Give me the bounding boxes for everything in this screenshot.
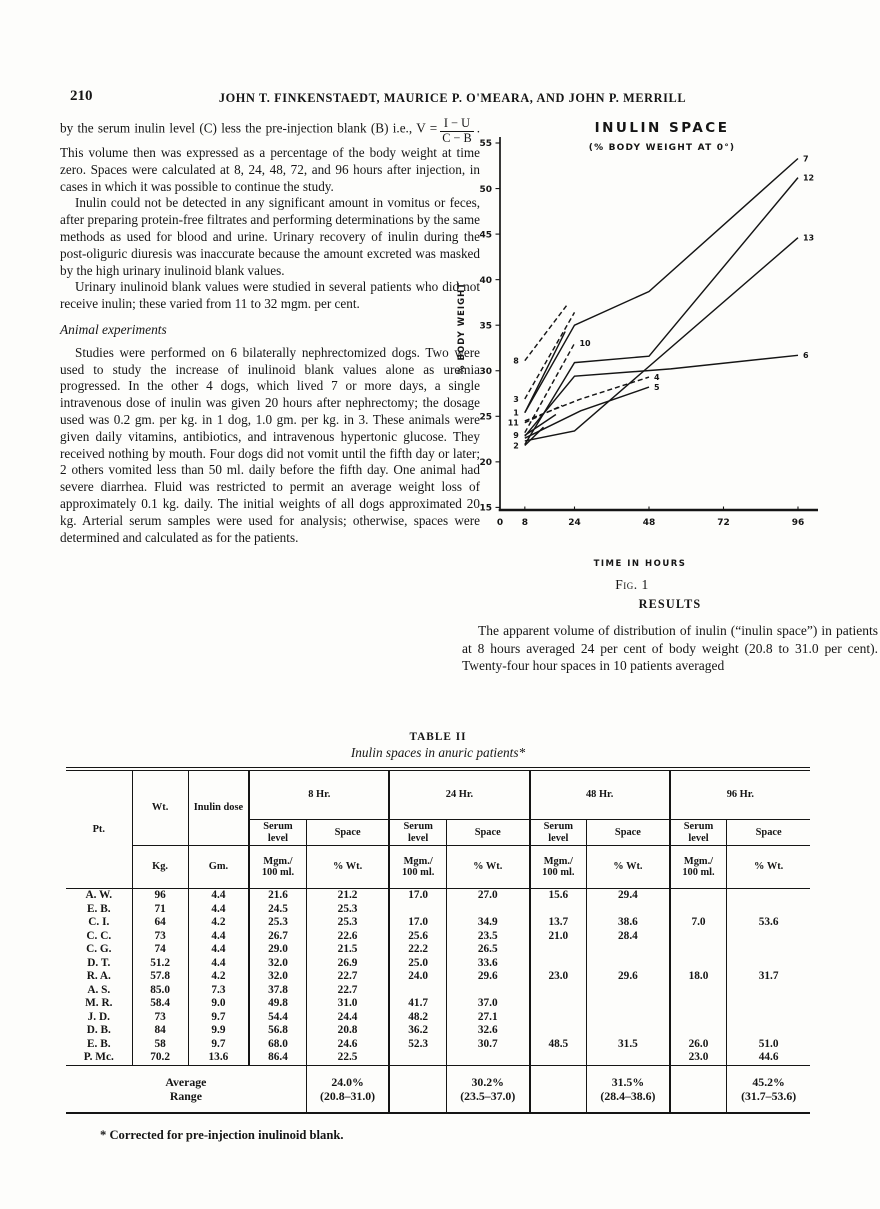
table-cell: 71	[132, 903, 188, 917]
table-cell: 25.3	[306, 916, 389, 930]
table-header-cell: Gm.	[188, 846, 249, 889]
table-cell	[530, 1011, 587, 1025]
line-label-8: 8	[513, 356, 519, 366]
table-row	[66, 970, 810, 984]
average-space-value: 31.5% (28.4–38.6)	[587, 1065, 670, 1113]
table-cell: 51.0	[727, 1038, 810, 1052]
average-range-row	[66, 1065, 810, 1113]
patient-id-cell: A. S.	[87, 983, 111, 996]
y-tick-label: 15	[479, 503, 492, 514]
table-cell: 21.2	[306, 889, 389, 903]
table-cell: 7.3	[188, 984, 249, 998]
table-header-cell: Mgm./ 100 ml.	[389, 846, 446, 889]
table-row	[66, 1038, 810, 1052]
table-caption-number: TABLE II	[409, 731, 467, 743]
table-row	[66, 916, 810, 930]
table-cell: 44.6	[727, 1051, 810, 1065]
table-cell: 21.5	[306, 943, 389, 957]
table-cell: 84	[132, 1024, 188, 1038]
results-heading: RESULTS	[638, 597, 702, 611]
table-cell: 4.4	[188, 957, 249, 971]
patient-line-6	[525, 355, 798, 436]
chart-subtitle: (% BODY WEIGHT AT 0°)	[588, 143, 736, 153]
table-cell: 32.0	[249, 957, 306, 971]
table-cell: 64	[132, 916, 188, 930]
table-cell	[727, 1011, 810, 1025]
paragraph-inulin-detection: Inulin could not be detected in any significant amount in vomitus or feces, after preparing protein-free filtrates and performing determinations by the same methods as used for blood and urine. Urinary recovery of inulin during the post-oliguric diuresis was inaccurate because the amount excreted was masked by the high urinary inulinoid blank values.	[60, 195, 480, 278]
patient-line-1	[525, 332, 565, 413]
empty-cell	[670, 1065, 727, 1113]
table-cell: 73	[132, 930, 188, 944]
table-header-cell: 48 Hr.	[530, 769, 670, 820]
table-cell: 48.2	[389, 1011, 446, 1025]
table-cell: 29.6	[587, 970, 670, 984]
table-cell	[446, 1051, 529, 1065]
table-cell	[670, 984, 727, 998]
table-header-cell: 96 Hr.	[670, 769, 810, 820]
patient-id-cell: D. T.	[87, 956, 111, 969]
patient-id-cell: P. Mc.	[83, 1051, 114, 1063]
x-tick-label: 96	[791, 518, 805, 528]
table-cell: 21.6	[249, 889, 306, 903]
table-cell: 96	[132, 889, 188, 903]
table-cell	[670, 1024, 727, 1038]
x-tick-label: 48	[642, 518, 656, 528]
table-header-cell: % Wt.	[727, 846, 810, 889]
table-cell	[530, 957, 587, 971]
table-cell	[670, 930, 727, 944]
table-cell: 54.4	[249, 1011, 306, 1025]
table-cell: 29.6	[446, 970, 529, 984]
table-cell: 22.7	[306, 984, 389, 998]
table-cell: 30.7	[446, 1038, 529, 1052]
table-cell	[727, 930, 810, 944]
table-cell: 37.8	[249, 984, 306, 998]
table-cell: 57.8	[132, 970, 188, 984]
table-cell: 58	[132, 1038, 188, 1052]
chart-title: INULIN SPACE	[594, 120, 730, 136]
average-space-value: 24.0% (20.8–31.0)	[306, 1065, 389, 1113]
table-cell: 22.7	[306, 970, 389, 984]
patient-id-cell: D. B.	[86, 1024, 111, 1036]
table-cell: 28.4	[587, 930, 670, 944]
table-header-cell: Serum level	[389, 820, 446, 846]
table-header-cell: Space	[587, 820, 670, 846]
table-cell: 86.4	[249, 1051, 306, 1065]
table-header-cell: % Wt.	[587, 846, 670, 889]
table-cell	[587, 997, 670, 1011]
table-cell: 25.6	[389, 930, 446, 944]
patient-id-cell: E. B.	[87, 1037, 111, 1050]
table-cell	[530, 997, 587, 1011]
y-tick-label: 55	[479, 139, 492, 150]
table-cell: 22.5	[306, 1051, 389, 1065]
table-header-cell: Kg.	[132, 846, 188, 889]
table-cell	[670, 1011, 727, 1025]
table-cell: 56.8	[249, 1024, 306, 1038]
table-header-cell: 8 Hr.	[249, 769, 389, 820]
y-tick-label: 45	[479, 230, 492, 241]
table-cell: 52.3	[389, 1038, 446, 1052]
table-header-cell: Space	[306, 820, 389, 846]
table-cell: 32.6	[446, 1024, 529, 1038]
table-cell	[389, 903, 446, 917]
table-cell: 24.5	[249, 903, 306, 917]
table-cell	[670, 889, 727, 903]
inulin-space-chart	[450, 110, 880, 594]
table-cell	[727, 984, 810, 998]
table-row	[66, 1024, 810, 1038]
figure-caption: Fig. 1	[615, 577, 649, 592]
table-cell: 20.8	[306, 1024, 389, 1038]
table-cell	[670, 997, 727, 1011]
table-cell: 48.5	[530, 1038, 587, 1052]
average-space-value: 30.2% (23.5–37.0)	[446, 1065, 529, 1113]
y-tick-label: 20	[479, 458, 492, 469]
table-cell: 29.0	[249, 943, 306, 957]
table-cell: 26.0	[670, 1038, 727, 1052]
table-cell: 70.2	[132, 1051, 188, 1065]
table-header-cell: Serum level	[670, 820, 727, 846]
table-cell: 68.0	[249, 1038, 306, 1052]
paragraph-methods: by the serum inulin level (C) less the pre-injection blank (B) i.e., V = $\frac{I - U}{C - B}$ . This volume then was expressed as a percentage of the body weight at time zero. Spaces were calculated at 8, 24, 48, 72, and 96 hours after injection, in cases in which it was possible to continue the study.	[60, 116, 480, 194]
table-cell: 23.5	[446, 930, 529, 944]
table-cell: 27.0	[446, 889, 529, 903]
table-cell: 13.6	[188, 1051, 249, 1065]
paragraph-animal-experiments: Studies were performed on 6 bilaterally nephrectomized dogs. Two were used to study the increase of inulinoid blank values alone as uremia progressed. In the other 4 dogs, which lived 7 or more days, a single intravenous dose of inulin was given 20 hours after nephrectomy; the dosage used was 0.2 gm. per kg. in 1 dog, 1.0 gm. per kg. in 3. These animals were given daily vitamins, antibiotics, and intravenous hypertonic glucose. They received nothing by mouth. Four dogs did not vomit until the fifth day or later; 2 others vomited less than 50 ml. daily before the fifth day. One animal had severe diarrhea. Fluid was restricted to permit an average weight loss of approximately 0.1 kg. daily. The initial weights of all dogs approximated 20 kg. Arterial serum samples were used for analysis; otherwise, spaces were determined and calculated as for the patients.	[60, 344, 480, 545]
patient-id-cell: J. D.	[87, 1010, 110, 1023]
table-cell	[530, 984, 587, 998]
table-cell: 23.0	[670, 1051, 727, 1065]
table-cell: 23.0	[530, 970, 587, 984]
table-cell: 41.7	[389, 997, 446, 1011]
table-cell	[446, 984, 529, 998]
table-header-cell: Inulin dose	[188, 769, 249, 846]
table-cell: 34.9	[446, 916, 529, 930]
table-cell	[530, 903, 587, 917]
table-cell: 17.0	[389, 889, 446, 903]
table-cell: 29.4	[587, 889, 670, 903]
table-cell: 27.1	[446, 1011, 529, 1025]
line-label-1: 1	[513, 408, 519, 418]
table-cell: 9.7	[188, 1011, 249, 1025]
table-header-cell: Wt.	[132, 769, 188, 846]
formula-numerator: I − U	[440, 117, 474, 132]
table-cell: 26.7	[249, 930, 306, 944]
table-cell: 9.0	[188, 997, 249, 1011]
table-cell: 73	[132, 1011, 188, 1025]
x-tick-label: 0	[496, 518, 504, 528]
table-cell	[530, 943, 587, 957]
average-range-label: Average Range	[66, 1065, 306, 1113]
table-cell	[530, 1051, 587, 1065]
table-cell: 25.3	[306, 903, 389, 917]
table-cell: 4.4	[188, 930, 249, 944]
table-cell: 15.6	[530, 889, 587, 903]
table-header-cell: % Wt.	[446, 846, 529, 889]
table-header-cell: Pt.	[66, 769, 132, 889]
table-cell	[587, 903, 670, 917]
table-caption-title: Inulin spaces in anuric patients*	[350, 745, 526, 760]
table-cell: 26.9	[306, 957, 389, 971]
line-label-13: 13	[802, 233, 815, 243]
table-cell	[587, 957, 670, 971]
table-header-cell: Mgm./ 100 ml.	[249, 846, 306, 889]
table-cell: 7.0	[670, 916, 727, 930]
table-cell: 4.2	[188, 916, 249, 930]
patient-id-cell: A. W.	[85, 889, 113, 901]
table-cell: 24.4	[306, 1011, 389, 1025]
table-cell	[727, 943, 810, 957]
table-header-cell: 24 Hr.	[389, 769, 529, 820]
table-cell	[727, 997, 810, 1011]
patient-line-11	[525, 405, 562, 422]
table-row	[66, 943, 810, 957]
table-header-cell: % Wt.	[306, 846, 389, 889]
table-cell: 58.4	[132, 997, 188, 1011]
table-cell: 26.5	[446, 943, 529, 957]
table-cell: 49.8	[249, 997, 306, 1011]
table-cell	[389, 1051, 446, 1065]
patient-id-cell: C. I.	[88, 916, 110, 928]
table-cell: 4.4	[188, 889, 249, 903]
running-head-authors: JOHN T. FINKENSTAEDT, MAURICE P. O'MEARA, AND JOHN P. MERRILL	[218, 91, 687, 105]
average-space-value: 45.2% (31.7–53.6)	[727, 1065, 810, 1113]
y-tick-label: 40	[479, 275, 492, 286]
table-row	[66, 930, 810, 944]
table-cell	[530, 1024, 587, 1038]
table-cell	[727, 903, 810, 917]
table-cell: 53.6	[727, 916, 810, 930]
table-row	[66, 957, 810, 971]
table-cell: 17.0	[389, 916, 446, 930]
table-row	[66, 997, 810, 1011]
patient-id-cell: C. C.	[86, 929, 112, 942]
x-axis-label: TIME IN HOURS	[593, 559, 687, 569]
patient-line-7	[525, 159, 798, 413]
x-tick-label: 8	[521, 518, 528, 528]
table-cell: 4.4	[188, 943, 249, 957]
table-header-cell: Serum level	[530, 820, 587, 846]
table-footnote: * Corrected for pre-injection inulinoid blank.	[100, 1127, 344, 1142]
table-cell: 22.2	[389, 943, 446, 957]
patient-id-cell: M. R.	[85, 997, 113, 1009]
y-tick-label: 50	[479, 184, 492, 195]
results-paragraph: The apparent volume of distribution of inulin (“inulin space”) in patients at 8 hours averaged 24 per cent of body weight (20.8 to 31.0 per cent). Twenty-four hour spaces in 10 patients averaged	[462, 623, 878, 674]
table-row	[66, 1011, 810, 1025]
table-cell: 13.7	[530, 916, 587, 930]
table-cell: 85.0	[132, 984, 188, 998]
table-cell: 37.0	[446, 997, 529, 1011]
table-cell: 24.6	[306, 1038, 389, 1052]
table-cell	[389, 984, 446, 998]
line-label-3: 3	[513, 394, 519, 404]
table-cell: 9.9	[188, 1024, 249, 1038]
results-section	[462, 597, 878, 675]
patient-line-8	[525, 303, 569, 360]
table-cell: 74	[132, 943, 188, 957]
table-header-cell: Mgm./ 100 ml.	[670, 846, 727, 889]
empty-cell	[389, 1065, 446, 1113]
table-cell	[587, 1011, 670, 1025]
y-axis-label: % BODY WEIGHT	[457, 282, 467, 374]
line-label-12: 12	[802, 173, 815, 183]
line-label-10: 10	[579, 339, 591, 349]
table-row	[66, 1051, 810, 1065]
table-row	[66, 903, 810, 917]
table-cell	[670, 957, 727, 971]
patient-id-cell: E. B.	[87, 902, 111, 915]
line-label-4: 4	[653, 372, 660, 382]
table-cell: 22.6	[306, 930, 389, 944]
table-header-cell: Space	[446, 820, 529, 846]
table-cell	[587, 984, 670, 998]
table-cell: 33.6	[446, 957, 529, 971]
table-cell: 38.6	[587, 916, 670, 930]
line-label-7: 7	[802, 154, 809, 164]
table-cell: 9.7	[188, 1038, 249, 1052]
table-2-block	[66, 731, 810, 1143]
table-cell	[727, 889, 810, 903]
table-cell: 31.0	[306, 997, 389, 1011]
anuric-patients-table	[66, 767, 810, 1114]
formula-denominator: C − B	[442, 130, 472, 145]
y-tick-label: 35	[479, 321, 492, 332]
page-number: 210	[70, 88, 93, 104]
left-text-column	[60, 117, 480, 546]
line-label-9: 9	[513, 431, 519, 441]
table-cell: 25.0	[389, 957, 446, 971]
table-cell: 21.0	[530, 930, 587, 944]
figure-1	[450, 110, 880, 594]
table-cell	[670, 903, 727, 917]
table-cell	[727, 957, 810, 971]
table-cell	[446, 903, 529, 917]
table-row	[66, 984, 810, 998]
table-cell	[670, 943, 727, 957]
table-cell: 25.3	[249, 916, 306, 930]
x-tick-label: 72	[717, 518, 730, 528]
patient-id-cell: R. A.	[86, 970, 111, 982]
table-cell: 4.2	[188, 970, 249, 984]
table-cell	[727, 1024, 810, 1038]
table-cell: 31.7	[727, 970, 810, 984]
line-label-2: 2	[513, 441, 519, 451]
table-cell	[587, 943, 670, 957]
table-cell: 51.2	[132, 957, 188, 971]
table-cell	[587, 1051, 670, 1065]
paragraph-urinary-blanks: Urinary inulinoid blank values were studied in several patients who did not receive inulin; these varied from 11 to 32 mgm. per cent.	[60, 279, 480, 312]
empty-cell	[530, 1065, 587, 1113]
line-label-6: 6	[802, 351, 809, 361]
patient-id-cell: C. G.	[86, 943, 112, 955]
line-label-11: 11	[507, 418, 519, 428]
table-header-cell: Serum level	[249, 820, 306, 846]
line-label-5: 5	[653, 382, 660, 392]
table-cell	[587, 1024, 670, 1038]
table-cell: 18.0	[670, 970, 727, 984]
table-cell: 31.5	[587, 1038, 670, 1052]
table-header-cell: Space	[727, 820, 810, 846]
table-cell: 24.0	[389, 970, 446, 984]
table-row	[66, 889, 810, 903]
x-tick-label: 24	[568, 518, 581, 528]
table-cell: 32.0	[249, 970, 306, 984]
y-tick-label: 30	[479, 366, 492, 377]
table-cell: 4.4	[188, 903, 249, 917]
animal-experiments-heading: Animal experiments	[60, 322, 167, 337]
y-tick-label: 25	[479, 412, 492, 423]
table-header-cell: Mgm./ 100 ml.	[530, 846, 587, 889]
table-cell: 36.2	[389, 1024, 446, 1038]
